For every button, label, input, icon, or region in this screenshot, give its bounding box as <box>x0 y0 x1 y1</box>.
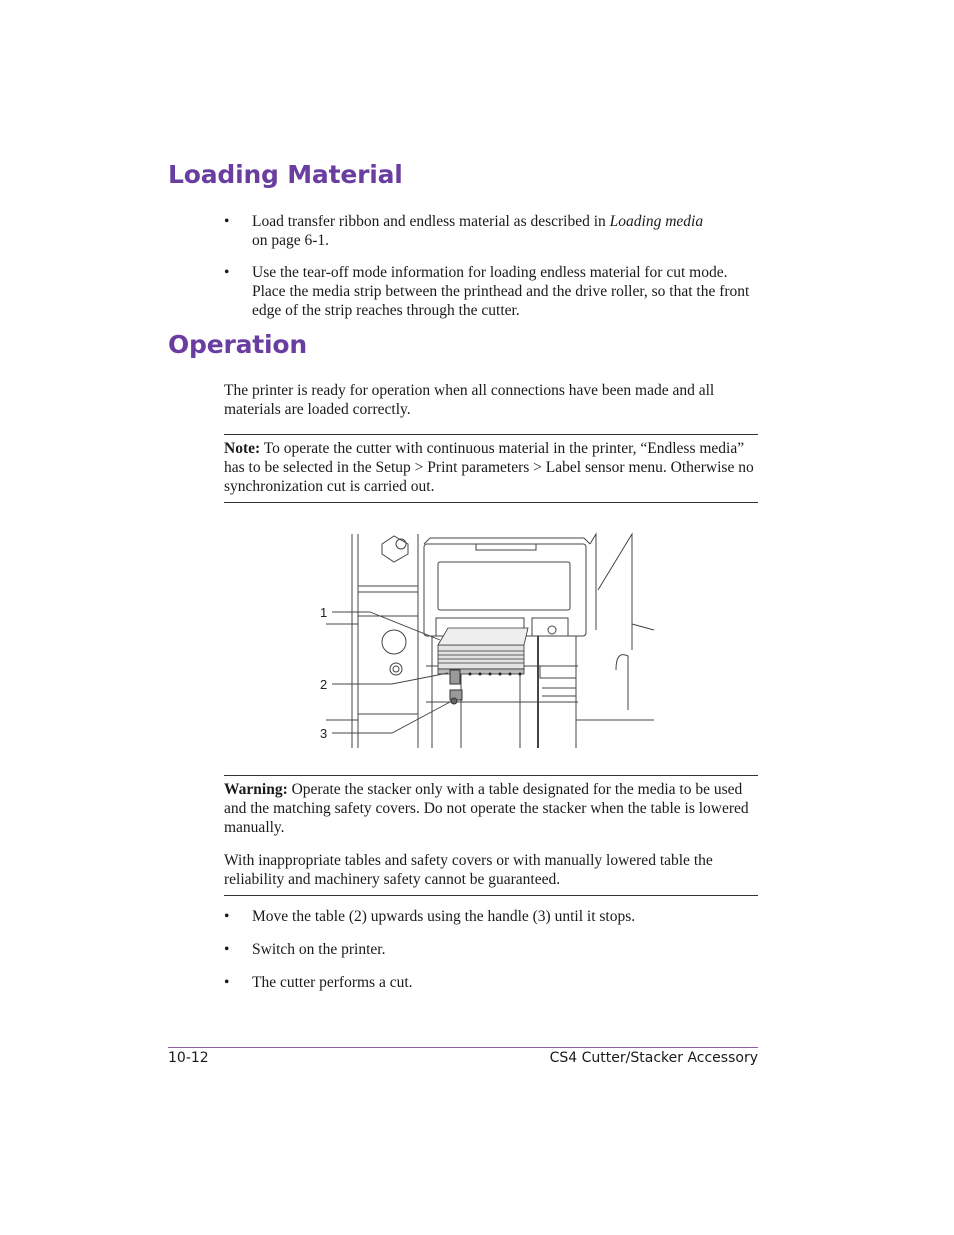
note-text: To operate the cutter with continuous material in the printer, “Endless media” has to be selected in the Setup > Print parameters > Label sensor menu. Otherwise no synchronization cut is carried out. <box>224 440 754 495</box>
bullet-marker: • <box>224 213 230 230</box>
bullet-marker: • <box>224 974 230 991</box>
list-item <box>224 263 758 320</box>
note-top-rule <box>224 434 758 435</box>
callout-label: 3 <box>320 726 328 741</box>
printer-illustration <box>316 530 661 755</box>
warning-label: Warning: <box>224 781 288 798</box>
note-bottom-rule <box>224 502 758 503</box>
footer-doc-title: CS4 Cutter/Stacker Accessory <box>549 1050 758 1066</box>
warning-top-rule <box>224 775 758 776</box>
list-item <box>224 940 758 959</box>
note-block <box>224 439 758 496</box>
bullet-marker: • <box>224 908 230 925</box>
list-item-text: The cutter performs a cut. <box>252 974 413 991</box>
footer-rule <box>168 1047 758 1048</box>
list-item <box>224 907 758 926</box>
heading-operation: Operation <box>168 330 307 359</box>
list-item <box>224 973 758 992</box>
list-item-text: Load transfer ribbon and endless material as described in Loading media on page 6-1. <box>252 213 704 249</box>
page-number: 10-12 <box>168 1050 209 1066</box>
cutter-stacker-figure <box>316 530 661 760</box>
bullet-marker: • <box>224 264 230 281</box>
note-label: Note: <box>224 440 261 457</box>
list-item <box>224 212 758 250</box>
bullet-marker: • <box>224 941 230 958</box>
operation-intro: The printer is ready for operation when all connections have been made and all materials are loaded correctly. <box>224 382 715 418</box>
list-item-text: Move the table (2) upwards using the handle (3) until it stops. <box>252 908 636 925</box>
warning-block <box>224 780 758 837</box>
list-item-text: Use the tear-off mode information for loading endless material for cut mode. Place the media strip between the printhead and the drive roller, so that the front edge of the strip reaches through the cutter. <box>252 264 750 319</box>
warning-paragraph: With inappropriate tables and safety covers or with manually lowered table the reliability and machinery safety cannot be guaranteed. <box>224 852 713 888</box>
list-item-text: Switch on the printer. <box>252 941 386 958</box>
warning-bottom-rule <box>224 895 758 896</box>
cross-reference: Loading media <box>609 213 704 230</box>
callout-label: 1 <box>320 605 328 620</box>
heading-loading-material: Loading Material <box>168 160 403 189</box>
warning-text: Operate the stacker only with a table designated for the media to be used and the matching safety covers. Do not operate the stacker when the table is lowered manually. <box>224 781 749 836</box>
callout-label: 2 <box>320 677 328 692</box>
